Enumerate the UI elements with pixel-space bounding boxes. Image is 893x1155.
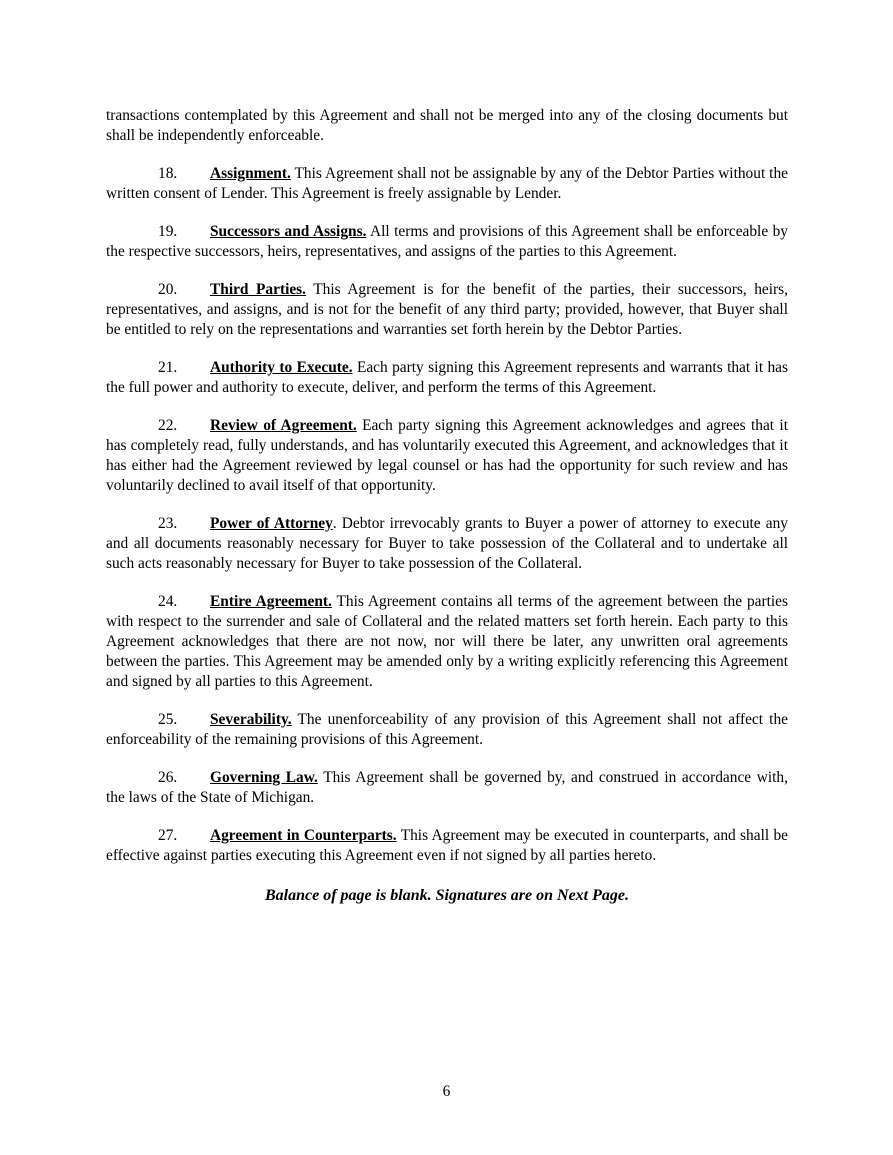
- section-heading: Agreement in Counterparts.: [210, 827, 397, 844]
- section-heading: Governing Law.: [210, 769, 318, 786]
- section-text: . Debtor irrevocably grants to Buyer a power of attorney to execute any and all documents reasonably necessary for Buyer to take possession of the Collateral and to undertake all such acts reasonably necessary for Buyer to take possession of the Collateral.: [106, 515, 788, 572]
- section-26: [106, 768, 788, 808]
- intro-paragraph: transactions contemplated by this Agreement and shall not be merged into any of the closing documents but shall be independently enforceable.: [106, 107, 788, 144]
- section-21: [106, 358, 788, 398]
- section-heading: Successors and Assigns.: [210, 223, 367, 240]
- document-page: [106, 106, 788, 922]
- closing-note: Balance of page is blank. Signatures are on Next Page.: [264, 887, 629, 904]
- section-20: [106, 280, 788, 340]
- section-text: This Agreement shall not be assignable by any of the Debtor Parties without the written consent of Lender. This Agreement is freely assignable by Lender.: [106, 165, 788, 202]
- section-text: This Agreement is for the benefit of the parties, their successors, heirs, representatives, and assigns, and is not for the benefit of any third party; provided, however, that Buyer shall be entitled to rely on the representations and warranties set forth herein by the Debtor Parties.: [106, 281, 788, 338]
- section-heading: Review of Agreement.: [210, 417, 357, 434]
- section-number: 20.: [158, 281, 178, 298]
- section-text: This Agreement shall be governed by, and construed in accordance with, the laws of the State of Michigan.: [106, 769, 788, 806]
- section-text: This Agreement contains all terms of the agreement between the parties with respect to the surrender and sale of Collateral and the related matters set forth herein. Each party to this Agreement acknowledges that there are not now, nor will there be later, any unwritten oral agreements between the parties. This Agreement may be amended only by a writing explicitly referencing this Agreement and signed by all parties to this Agreement.: [106, 593, 788, 690]
- section-number: 27.: [158, 827, 178, 844]
- section-25: [106, 710, 788, 750]
- section-heading: Assignment.: [210, 165, 291, 182]
- section-number: 19.: [158, 223, 178, 240]
- section-heading: Authority to Execute.: [210, 359, 353, 376]
- section-27: [106, 826, 788, 866]
- section-heading: Entire Agreement.: [210, 593, 332, 610]
- section-number: 25.: [158, 711, 178, 728]
- section-heading: Power of Attorney: [210, 515, 333, 532]
- section-number: 23.: [158, 515, 178, 532]
- section-number: 24.: [158, 593, 178, 610]
- section-number: 18.: [158, 165, 178, 182]
- section-23: [106, 514, 788, 574]
- section-text: The unenforceability of any provision of this Agreement shall not affect the enforceability of the remaining provisions of this Agreement.: [106, 711, 788, 748]
- page-number: 6: [442, 1083, 451, 1100]
- section-18: [106, 164, 788, 204]
- section-heading: Severability.: [210, 711, 292, 728]
- section-text: This Agreement may be executed in counterparts, and shall be effective against parties executing this Agreement even if not signed by all parties hereto.: [106, 827, 788, 864]
- section-text: All terms and provisions of this Agreement shall be enforceable by the respective successors, heirs, representatives, and assigns of the parties to this Agreement.: [106, 223, 788, 260]
- section-19: [106, 222, 788, 262]
- section-number: 22.: [158, 417, 178, 434]
- section-number: 21.: [158, 359, 178, 376]
- section-22: [106, 416, 788, 496]
- section-text: Each party signing this Agreement represents and warrants that it has the full power and authority to execute, deliver, and perform the terms of this Agreement.: [106, 359, 788, 396]
- section-heading: Third Parties.: [210, 281, 307, 298]
- section-number: 26.: [158, 769, 178, 786]
- section-text: Each party signing this Agreement acknowledges and agrees that it has completely read, fully understands, and has voluntarily executed this Agreement, and acknowledges that it has either had the Agreement reviewed by legal counsel or has had the opportunity for such review and has voluntarily declined to avail itself of that opportunity.: [106, 417, 788, 494]
- section-24: [106, 592, 788, 692]
